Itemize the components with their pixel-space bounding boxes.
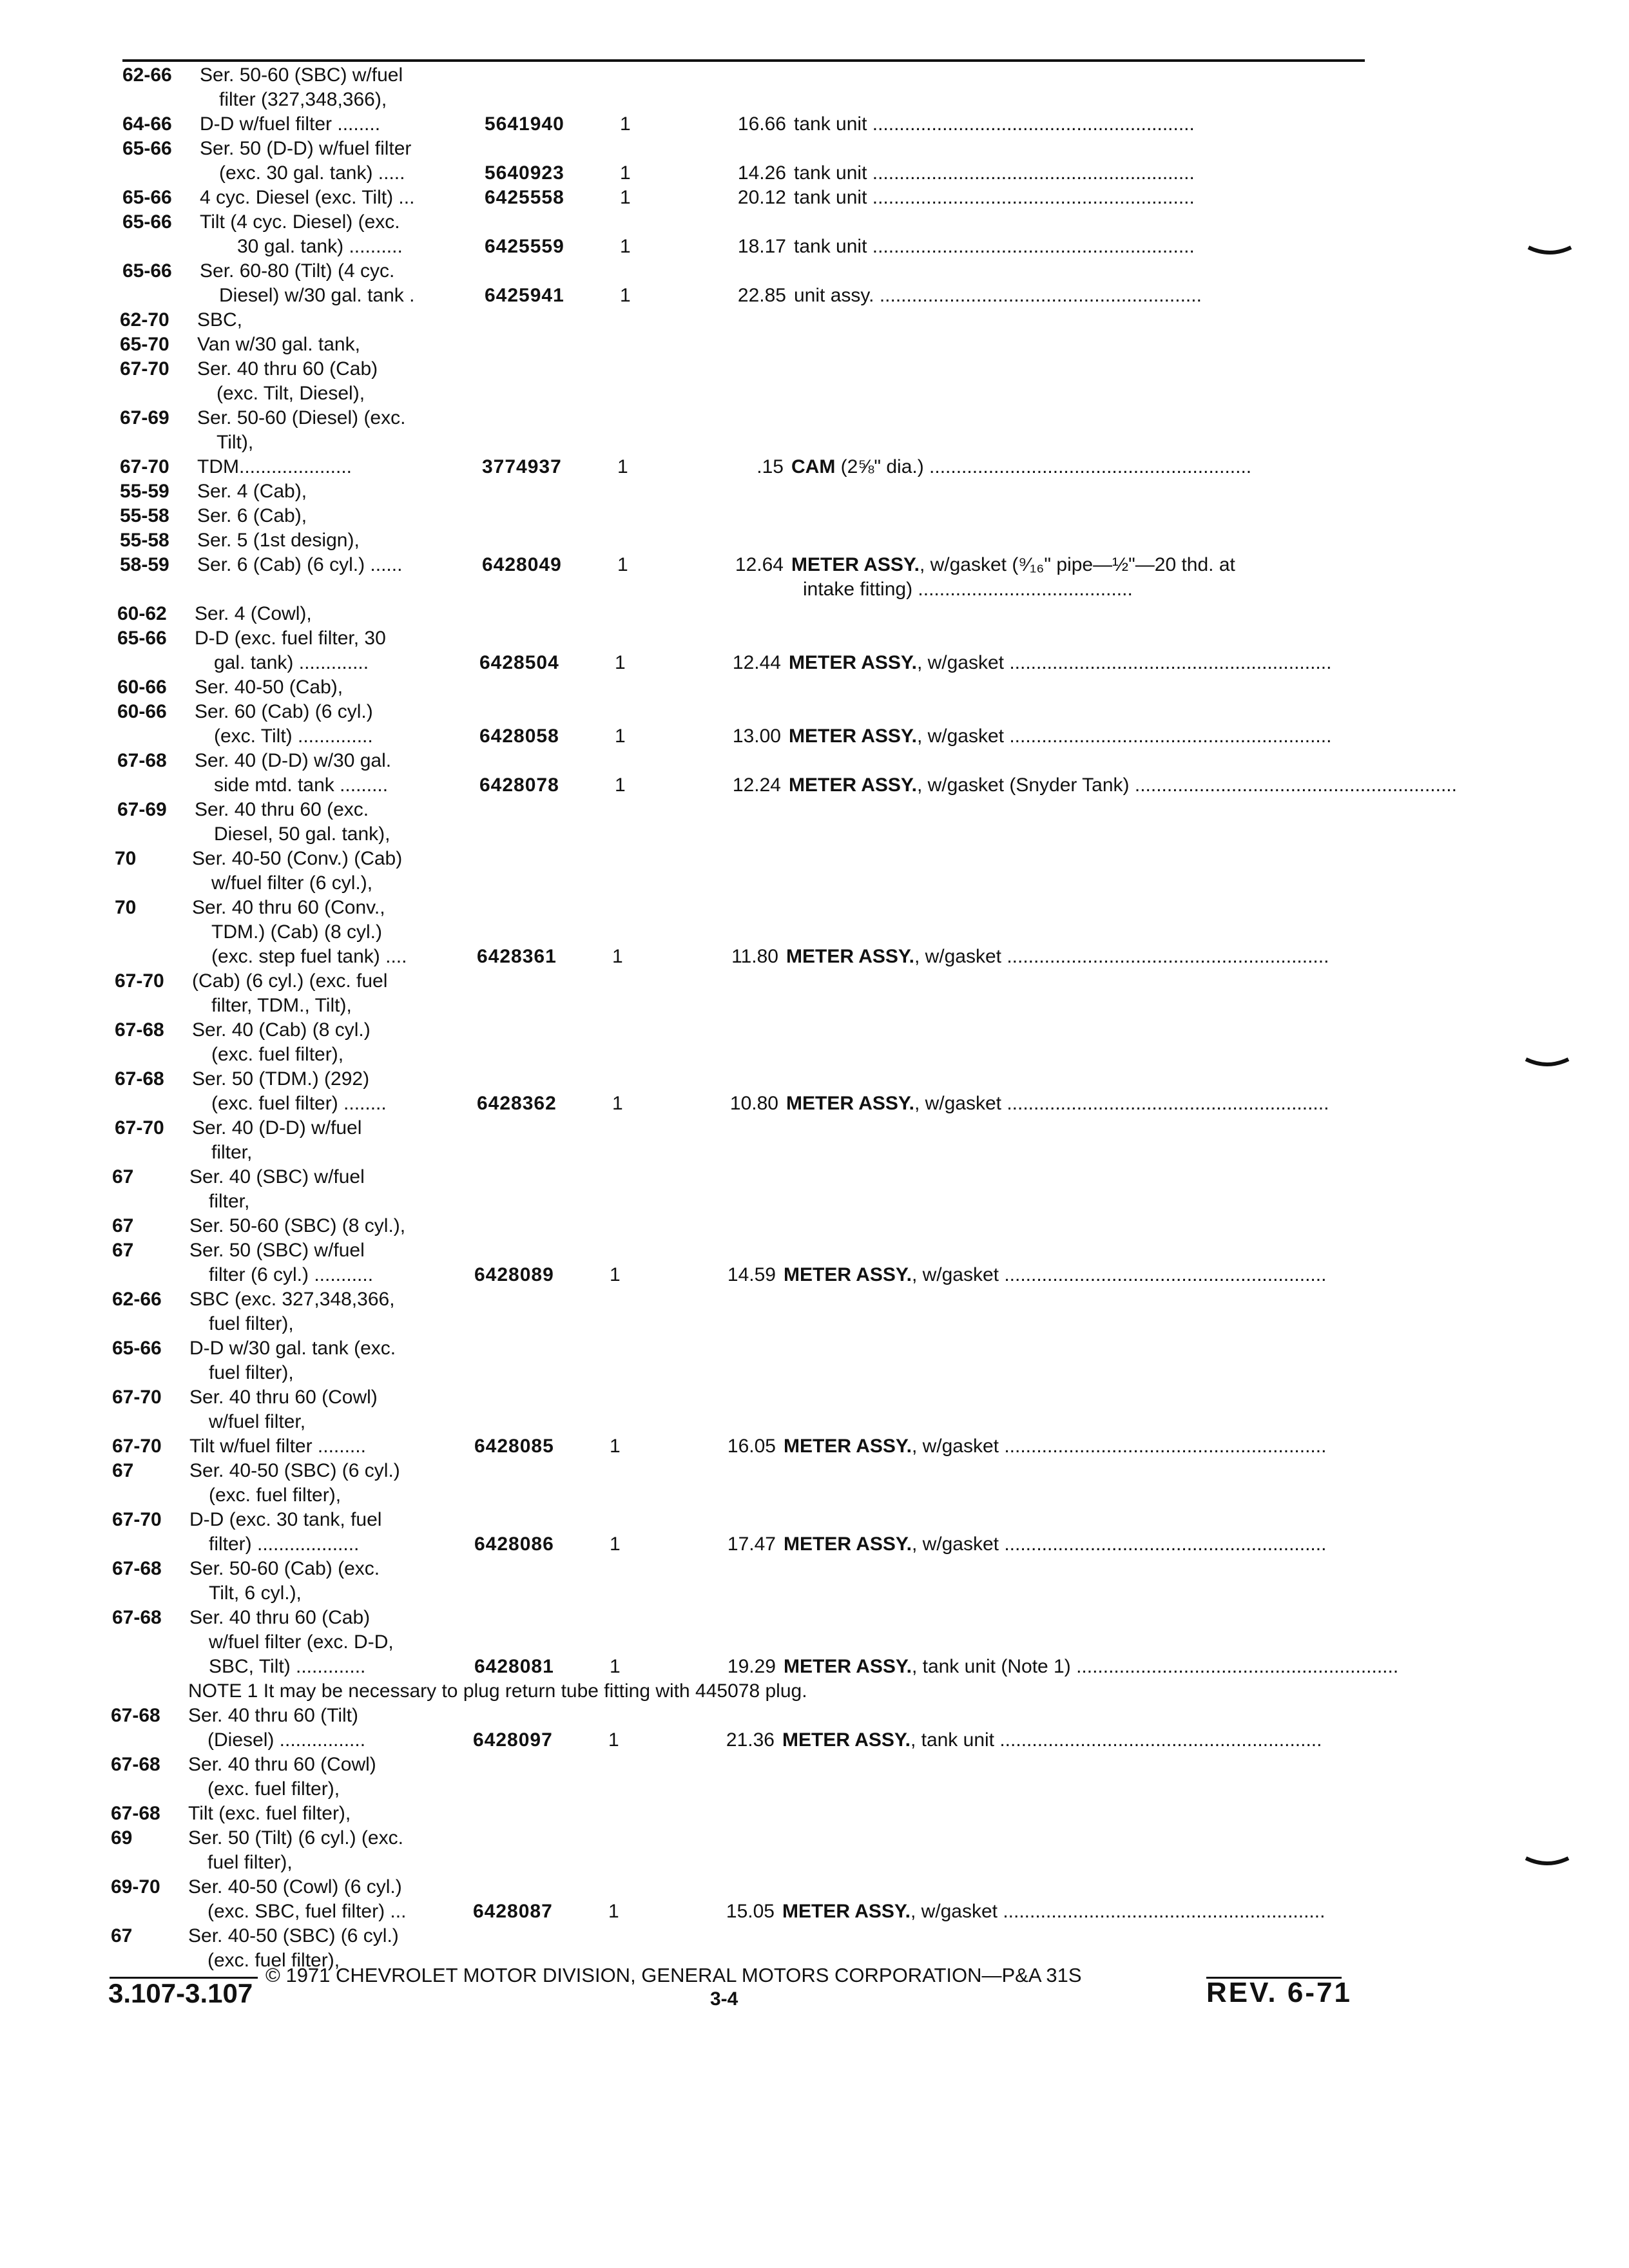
application-description: D-D (exc. fuel filter, 30 [195,628,386,649]
application-description: 30 gal. tank) .......... [237,236,403,257]
model-years: 67-68 [115,1019,164,1041]
model-years: 70 [115,848,137,869]
quantity: 1 [612,1093,623,1114]
table-row [0,724,1629,749]
part-name: CAM (2⅝" dia.) ............................................................ [791,456,1252,477]
table-row [0,1777,1629,1802]
table-row [0,626,1629,651]
model-years: 60-66 [117,677,167,698]
part-number: 6428087 [473,1901,553,1922]
model-years: 65-66 [117,628,167,649]
table-row [0,945,1629,969]
part-number: 6428086 [474,1533,554,1555]
part-name: METER ASSY., w/gasket ............................................................ [782,1901,1325,1922]
table-row [0,1508,1629,1532]
list-price: 19.29 [727,1656,776,1677]
list-price: .15 [757,456,784,477]
application-description: Tilt), [217,432,254,453]
table-row [0,1434,1629,1459]
table-row [0,1263,1629,1287]
application-description: Ser. 50 (Tilt) (6 cyl.) (exc. [188,1827,403,1849]
table-row [0,357,1629,381]
part-number: 6428504 [479,652,559,673]
model-years: 67-70 [115,970,164,992]
table-row [0,1581,1629,1606]
application-description: Tilt (4 cyc. Diesel) (exc. [200,211,400,233]
quantity: 1 [610,1436,621,1457]
table-row [0,455,1629,479]
part-name: METER ASSY., w/gasket ............................................................ [789,726,1332,747]
part-number: 6428058 [479,726,559,747]
application-description: Ser. 40 thru 60 (Cab) [189,1607,371,1628]
model-years: 65-66 [122,211,172,233]
application-description: Ser. 50-60 (SBC) (8 cyl.), [189,1215,406,1236]
table-row [0,161,1629,186]
part-number: 6428361 [477,946,557,967]
application-description: (Diesel) ................ [207,1729,366,1751]
table-row [0,186,1629,210]
model-years: 67 [112,1240,134,1261]
model-years: 60-62 [117,603,167,624]
application-description: Ser. 40 thru 60 (exc. [195,799,369,820]
list-price: 17.47 [727,1533,776,1555]
application-description: Ser. 40-50 (Conv.) (Cab) [192,848,403,869]
part-name: tank unit ............................................................ [794,162,1195,184]
table-row [0,1091,1629,1116]
list-price: 12.44 [732,652,781,673]
application-description: (exc. fuel filter), [211,1044,344,1065]
part-number: 5641940 [485,113,564,135]
application-description: Tilt, 6 cyl.), [209,1582,302,1604]
part-name: METER ASSY., w/gasket (⁹⁄₁₆" pipe—½"—20 thd. at [791,554,1235,575]
part-name: METER ASSY., w/gasket ............................................................ [784,1436,1327,1457]
table-row [0,994,1629,1018]
table-row [0,1557,1629,1581]
table-row [0,602,1629,626]
application-description: Tilt (exc. fuel filter), [188,1803,351,1824]
quantity: 1 [615,652,626,673]
application-description: Ser. 40 (Cab) (8 cyl.) [192,1019,371,1041]
quantity: 1 [620,113,631,135]
list-price: 12.24 [732,774,781,796]
table-row [0,1753,1629,1777]
table-row [0,88,1629,112]
application-description: (exc. fuel filter), [209,1485,342,1506]
table-row [0,479,1629,504]
application-description: Ser. 40 (SBC) w/fuel [189,1166,365,1187]
application-description: Ser. 50-60 (Cab) (exc. [189,1558,380,1579]
application-description: gal. tank) ............. [214,652,369,673]
model-years: 55-59 [120,481,169,502]
model-years: 67-68 [111,1803,160,1824]
table-row [0,1655,1629,1679]
table-row [0,700,1629,724]
quantity: 1 [620,285,631,306]
part-number: 6428049 [482,554,562,575]
table-row [0,1165,1629,1189]
model-years: 67-68 [111,1705,160,1726]
application-description: D-D w/30 gal. tank (exc. [189,1338,396,1359]
model-years: 67-69 [117,799,167,820]
application-description: (exc. step fuel tank) .... [211,946,407,967]
table-row [0,1361,1629,1385]
table-row [0,1532,1629,1557]
application-description: (exc. Tilt, Diesel), [217,383,365,404]
part-number: 5640923 [485,162,564,184]
table-row [0,1826,1629,1850]
quantity: 1 [620,236,631,257]
part-name: METER ASSY., w/gasket ............................................................ [786,946,1329,967]
model-years: 62-70 [120,309,169,331]
quantity: 1 [617,456,628,477]
table-row [0,749,1629,773]
table-row [0,1189,1629,1214]
table-row [0,284,1629,308]
model-years: 67-70 [120,358,169,380]
part-number: 6428089 [474,1264,554,1285]
application-description: (Cab) (6 cyl.) (exc. fuel [192,970,388,992]
table-row [0,675,1629,700]
table-row [0,210,1629,235]
model-years: 70 [115,897,137,918]
table-row [0,1410,1629,1434]
part-number: 6428362 [477,1093,557,1114]
quantity: 1 [615,726,626,747]
table-row [0,822,1629,847]
application-description: Diesel) w/30 gal. tank . [219,285,415,306]
quantity: 1 [612,946,623,967]
quantity: 1 [608,1729,619,1751]
list-price: 12.64 [735,554,784,575]
top-rule [122,59,1365,62]
table-row [0,1875,1629,1899]
page-number: 3-4 [710,1988,738,2010]
quantity: 1 [620,162,631,184]
list-price: 14.26 [737,162,786,184]
table-row [0,1385,1629,1410]
table-row [0,1850,1629,1875]
application-description: (exc. fuel filter), [207,1950,340,1971]
table-row [0,969,1629,994]
application-description: Ser. 40-50 (Cab), [195,677,343,698]
application-description: Ser. 50 (TDM.) (292) [192,1068,370,1090]
table-row [0,112,1629,137]
part-name: METER ASSY., tank unit (Note 1) ............................................................ [784,1656,1399,1677]
application-description: Ser. 40 thru 60 (Conv., [192,897,385,918]
application-description: (exc. 30 gal. tank) ..... [219,162,405,184]
application-description: Ser. 40 thru 60 (Tilt) [188,1705,358,1726]
quantity: 1 [615,774,626,796]
table-row [0,553,1629,577]
table-row [0,332,1629,357]
application-description: (exc. Tilt) .............. [214,726,373,747]
model-years: 67-70 [115,1117,164,1139]
application-description: Diesel, 50 gal. tank), [214,823,390,845]
table-row [0,381,1629,406]
table-row [0,430,1629,455]
part-name: unit assy. ............................................................ [794,285,1202,306]
list-price: 14.59 [727,1264,776,1285]
model-years: 65-66 [112,1338,162,1359]
application-description: Ser. 50-60 (Diesel) (exc. [197,407,406,428]
list-price: 13.00 [732,726,781,747]
table-row [0,1899,1629,1924]
list-price: 20.12 [737,187,786,208]
application-description: Ser. 60-80 (Tilt) (4 cyc. [200,260,395,282]
part-number: 6425941 [485,285,564,306]
list-price: 18.17 [737,236,786,257]
table-row [0,1116,1629,1140]
table-row [0,847,1629,871]
application-description: filter, TDM., Tilt), [211,995,352,1016]
table-row [0,1802,1629,1826]
application-description: filter, [211,1142,253,1163]
list-price: 16.05 [727,1436,776,1457]
part-name: tank unit ............................................................ [794,113,1195,135]
application-description: Ser. 40-50 (SBC) (6 cyl.) [189,1460,400,1481]
model-years: 67-68 [111,1754,160,1775]
list-price: 11.80 [731,946,778,967]
table-row [0,1336,1629,1361]
application-description: Ser. 40 thru 60 (Cowl) [188,1754,376,1775]
list-price: 22.85 [737,285,786,306]
application-description: Ser. 5 (1st design), [197,530,360,551]
model-years: 67-70 [112,1387,162,1408]
quantity: 1 [617,554,628,575]
table-row [0,504,1629,528]
model-years: 67-69 [120,407,169,428]
table-row [0,920,1629,945]
table-row [0,259,1629,284]
application-description: w/fuel filter (6 cyl.), [211,872,373,894]
application-description: Ser. 50 (SBC) w/fuel [189,1240,365,1261]
model-years: 62-66 [122,64,172,86]
table-row [0,1728,1629,1753]
application-description: Tilt w/fuel filter ......... [189,1436,366,1457]
table-row [0,896,1629,920]
model-years: 65-66 [122,260,172,282]
application-description: filter) ................... [209,1533,360,1555]
list-price: 21.36 [726,1729,775,1751]
part-number: 6425558 [485,187,564,208]
application-description: w/fuel filter (exc. D-D, [209,1631,394,1653]
model-years: 62-66 [112,1289,162,1310]
model-years: 67 [112,1460,134,1481]
revision-date: REV. 6-71 [1206,1977,1352,2008]
quantity: 1 [610,1264,621,1285]
table-row [0,1459,1629,1483]
model-years: 60-66 [117,701,167,722]
application-description: Ser. 4 (Cab), [197,481,307,502]
application-description: Ser. 6 (Cab) (6 cyl.) ...... [197,554,403,575]
part-name-continued: intake fitting) ........................................ [803,579,1133,600]
margin-punch-mark [1525,1057,1570,1071]
table-row [0,1287,1629,1312]
application-description: SBC, [197,309,243,331]
margin-punch-mark [1527,245,1572,259]
application-description: Ser. 40 thru 60 (Cowl) [189,1387,378,1408]
model-years: 55-58 [120,530,169,551]
application-description: filter (327,348,366), [219,89,387,110]
application-description: SBC, Tilt) ............. [209,1656,366,1677]
application-description: w/fuel filter, [209,1411,306,1432]
model-years: 65-70 [120,334,169,355]
application-description: (exc. fuel filter) ........ [211,1093,387,1114]
part-name: tank unit ............................................................ [794,236,1195,257]
note-1: NOTE 1 It may be necessary to plug return tube fitting with 445078 plug. [188,1680,807,1702]
part-name: METER ASSY., w/gasket ............................................................ [784,1533,1327,1555]
part-number: 6428081 [474,1656,554,1677]
table-row [0,63,1629,88]
model-years: 67-68 [115,1068,164,1090]
table-row [0,406,1629,430]
application-description: side mtd. tank ......... [214,774,389,796]
list-price: 10.80 [729,1093,778,1114]
table-row [0,1606,1629,1630]
margin-punch-mark [1525,1856,1570,1870]
application-description: filter (6 cyl.) ........... [209,1264,374,1285]
table-row [0,773,1629,798]
table-row [0,137,1629,161]
application-description: (exc. fuel filter), [207,1778,340,1800]
part-number: 6428085 [474,1436,554,1457]
model-years: 55-58 [120,505,169,526]
application-description: TDM.) (Cab) (8 cyl.) [211,921,382,943]
part-number: 6425559 [485,236,564,257]
application-description: SBC (exc. 327,348,366, [189,1289,395,1310]
table-row [0,1067,1629,1091]
page-section-number: 3.107-3.107 [108,1978,253,2008]
part-name: METER ASSY., w/gasket ............................................................ [789,652,1332,673]
application-description: Ser. 4 (Cowl), [195,603,312,624]
table-row [0,1924,1629,1948]
table-row [0,1483,1629,1508]
model-years: 67 [111,1925,133,1946]
part-name: METER ASSY., tank unit ............................................................ [782,1729,1322,1751]
part-name: METER ASSY., w/gasket ............................................................ [786,1093,1329,1114]
table-row [0,1018,1629,1043]
application-description: fuel filter), [209,1313,294,1334]
model-years: 64-66 [122,113,172,135]
model-years: 67-70 [112,1436,162,1457]
application-description: Ser. 40 (D-D) w/fuel [192,1117,362,1139]
model-years: 67-70 [112,1509,162,1530]
part-name: METER ASSY., w/gasket ............................................................ [784,1264,1327,1285]
copyright-line: © 1971 CHEVROLET MOTOR DIVISION, GENERAL MOTORS CORPORATION—P&A 31S [265,1964,1082,1986]
model-years: 65-66 [122,187,172,208]
table-row [0,308,1629,332]
table-row [0,528,1629,553]
application-description: Ser. 40 thru 60 (Cab) [197,358,378,380]
model-years: 67-68 [112,1558,162,1579]
application-description: fuel filter), [209,1362,294,1383]
model-years: 67-68 [112,1607,162,1628]
table-row [0,651,1629,675]
part-number: 6428078 [479,774,559,796]
application-description: Van w/30 gal. tank, [197,334,360,355]
application-description: Ser. 6 (Cab), [197,505,307,526]
quantity: 1 [608,1901,619,1922]
model-years: 69-70 [111,1876,160,1898]
application-description: Ser. 50-60 (SBC) w/fuel [200,64,403,86]
table-row [0,1312,1629,1336]
part-number: 6428097 [473,1729,553,1751]
table-row [0,1630,1629,1655]
table-row [0,1140,1629,1165]
list-price: 16.66 [737,113,786,135]
application-description: filter, [209,1191,250,1212]
table-row [0,1704,1629,1728]
model-years: 67-70 [120,456,169,477]
application-description: fuel filter), [207,1852,293,1873]
model-years: 65-66 [122,138,172,159]
part-number: 3774937 [482,456,562,477]
model-years: 67 [112,1166,134,1187]
table-row [0,1238,1629,1263]
part-name: METER ASSY., w/gasket (Snyder Tank) ............................................................ [789,774,1457,796]
table-row [0,1043,1629,1067]
application-description: Ser. 50 (D-D) w/fuel filter [200,138,412,159]
application-description: TDM..................... [197,456,352,477]
model-years: 67 [112,1215,134,1236]
table-row [0,871,1629,896]
application-description: Ser. 40 (D-D) w/30 gal. [195,750,392,771]
part-name: tank unit ............................................................ [794,187,1195,208]
application-description: Ser. 60 (Cab) (6 cyl.) [195,701,373,722]
quantity: 1 [610,1656,621,1677]
table-row [0,798,1629,822]
quantity: 1 [620,187,631,208]
application-description: (exc. SBC, fuel filter) ... [207,1901,407,1922]
list-price: 15.05 [726,1901,775,1922]
model-years: 67-68 [117,750,167,771]
model-years: 58-59 [120,554,169,575]
application-description: D-D (exc. 30 tank, fuel [189,1509,382,1530]
application-description: Ser. 40-50 (SBC) (6 cyl.) [188,1925,399,1946]
application-description: D-D w/fuel filter ........ [200,113,381,135]
quantity: 1 [610,1533,621,1555]
table-row [0,577,1629,602]
model-years: 69 [111,1827,133,1849]
table-row [0,1214,1629,1238]
application-description: Ser. 40-50 (Cowl) (6 cyl.) [188,1876,402,1898]
table-row [0,235,1629,259]
application-description: 4 cyc. Diesel (exc. Tilt) ... [200,187,415,208]
